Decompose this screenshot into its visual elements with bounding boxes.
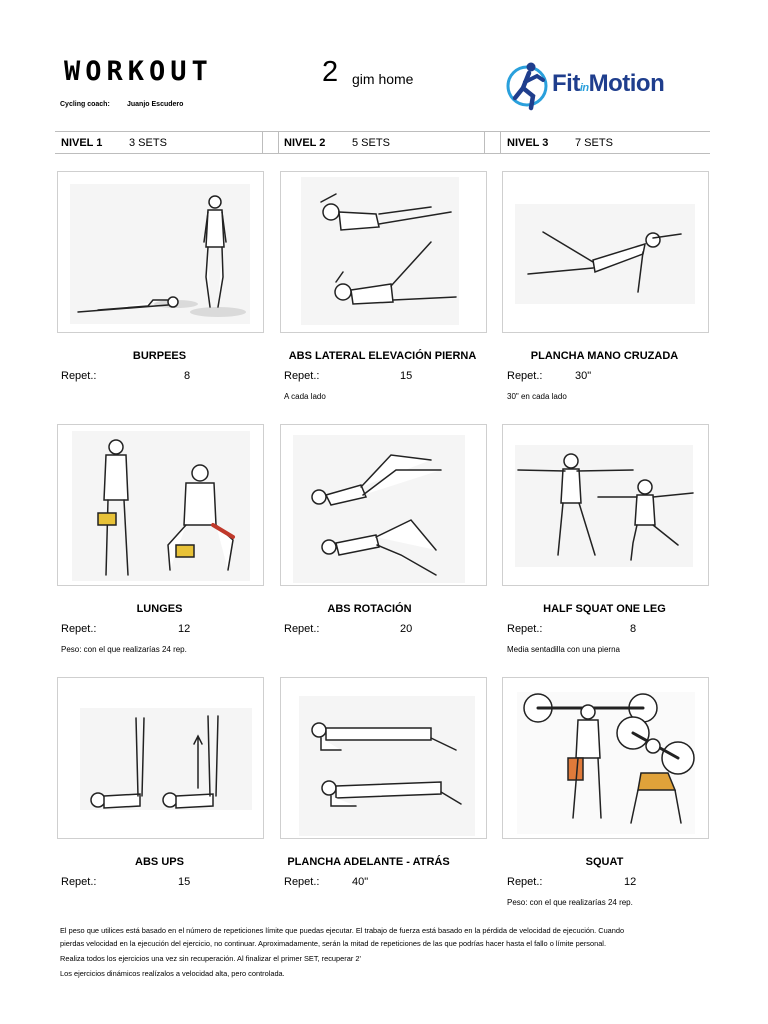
fit-in-motion-logo bbox=[505, 58, 695, 114]
workout-subtitle: gim home bbox=[352, 71, 414, 87]
logo-text: FitinMotion bbox=[552, 70, 665, 97]
exercise-title: ABS LATERAL ELEVACIÓN PIERNA bbox=[288, 350, 477, 362]
reps-label: Repet.: bbox=[61, 876, 97, 888]
reps-label: Repet.: bbox=[284, 370, 320, 382]
coach-label: Cycling coach: bbox=[60, 101, 110, 108]
reps-label: Repet.: bbox=[507, 876, 543, 888]
abs-lateral-illustration bbox=[281, 172, 486, 332]
half-squat-illustration bbox=[503, 425, 708, 585]
level-3-sets: 7 SETS bbox=[575, 137, 613, 149]
abs-rotacion-illustration bbox=[281, 425, 486, 585]
exercise-note: Peso: con el que realizarías 24 rep. bbox=[61, 645, 187, 654]
reps-value: 15 bbox=[400, 370, 413, 382]
levels-divider bbox=[262, 131, 263, 153]
exercise-image-abs-rotacion bbox=[280, 424, 487, 586]
exercise-title: ABS ROTACIÓN bbox=[327, 603, 412, 615]
reps-value: 12 bbox=[178, 623, 191, 635]
exercise-note: 30" en cada lado bbox=[507, 392, 567, 401]
level-3-name: NIVEL 3 bbox=[507, 137, 549, 149]
exercise-image-lunges bbox=[57, 424, 264, 586]
exercise-note: A cada lado bbox=[284, 392, 326, 401]
exercise-title: LUNGES bbox=[136, 603, 183, 615]
page-title: WORKOUT bbox=[64, 56, 213, 87]
exercise-title: BURPEES bbox=[132, 350, 187, 362]
footer-note: El peso que utilices está basado en el número de repeticiones límite que puedas ejecutar. El trabajo de fuerza está basado en la pérdida de velocidad de ejecución. Cuando bbox=[60, 926, 625, 935]
reps-label: Repet.: bbox=[507, 623, 543, 635]
plancha-adelante-atras-illustration bbox=[281, 678, 486, 838]
reps-value: 20 bbox=[400, 623, 413, 635]
reps-value: 15 bbox=[178, 876, 191, 888]
exercise-image-squat bbox=[502, 677, 709, 839]
reps-label: Repet.: bbox=[284, 623, 320, 635]
exercise-title: ABS UPS bbox=[135, 856, 184, 868]
level-1-sets: 3 SETS bbox=[129, 137, 167, 149]
coach-name: Juanjo Escudero bbox=[127, 101, 184, 108]
exercise-title: PLANCHA MANO CRUZADA bbox=[530, 350, 679, 362]
workout-number: 2 bbox=[322, 56, 339, 88]
level-2-name: NIVEL 2 bbox=[284, 137, 326, 149]
exercise-image-abs-ups bbox=[57, 677, 264, 839]
runner-logo-icon bbox=[505, 58, 551, 114]
reps-label: Repet.: bbox=[61, 370, 97, 382]
levels-divider bbox=[278, 131, 279, 153]
burpees-illustration bbox=[58, 172, 263, 332]
exercise-title: SQUAT bbox=[585, 856, 624, 868]
level-2-sets: 5 SETS bbox=[352, 137, 390, 149]
reps-value: 8 bbox=[630, 623, 637, 635]
reps-value: 40" bbox=[352, 876, 369, 888]
exercise-image-half-squat bbox=[502, 424, 709, 586]
exercise-title: PLANCHA ADELANTE - ATRÁS bbox=[287, 856, 450, 868]
levels-divider bbox=[500, 131, 501, 153]
level-1-name: NIVEL 1 bbox=[61, 137, 103, 149]
levels-bottom-rule bbox=[55, 153, 710, 154]
exercise-image-burpees bbox=[57, 171, 264, 333]
reps-label: Repet.: bbox=[284, 876, 320, 888]
exercise-title: HALF SQUAT ONE LEG bbox=[543, 603, 666, 615]
reps-value: 30" bbox=[575, 370, 592, 382]
reps-label: Repet.: bbox=[61, 623, 97, 635]
exercise-note: Media sentadilla con una pierna bbox=[507, 645, 620, 654]
reps-value: 8 bbox=[184, 370, 191, 382]
footer-note: pierdas velocidad en la ejecución del ejercicio, no continuar. Aproximadamente, serán la mitad de repeticiones de las que podrías hacer hasta el fallo o límite personal. bbox=[60, 939, 606, 948]
footer-note: Realiza todos los ejercicios una vez sin recuperación. Al finalizar el primer SET, recuperar 2' bbox=[60, 954, 361, 963]
exercise-image-plancha-adelante-atras bbox=[280, 677, 487, 839]
exercise-note: Peso: con el que realizarías 24 rep. bbox=[507, 898, 633, 907]
footer-note: Los ejercicios dinámicos realízalos a velocidad alta, pero controlada. bbox=[60, 969, 285, 978]
reps-value: 12 bbox=[624, 876, 637, 888]
abs-ups-illustration bbox=[58, 678, 263, 838]
reps-label: Repet.: bbox=[507, 370, 543, 382]
levels-divider bbox=[484, 131, 485, 153]
lunges-illustration bbox=[58, 425, 263, 585]
levels-top-rule bbox=[55, 131, 710, 132]
exercise-image-abs-lateral bbox=[280, 171, 487, 333]
plancha-mano-cruzada-illustration bbox=[503, 172, 708, 332]
exercise-image-plancha-mano-cruzada bbox=[502, 171, 709, 333]
squat-illustration bbox=[503, 678, 708, 838]
